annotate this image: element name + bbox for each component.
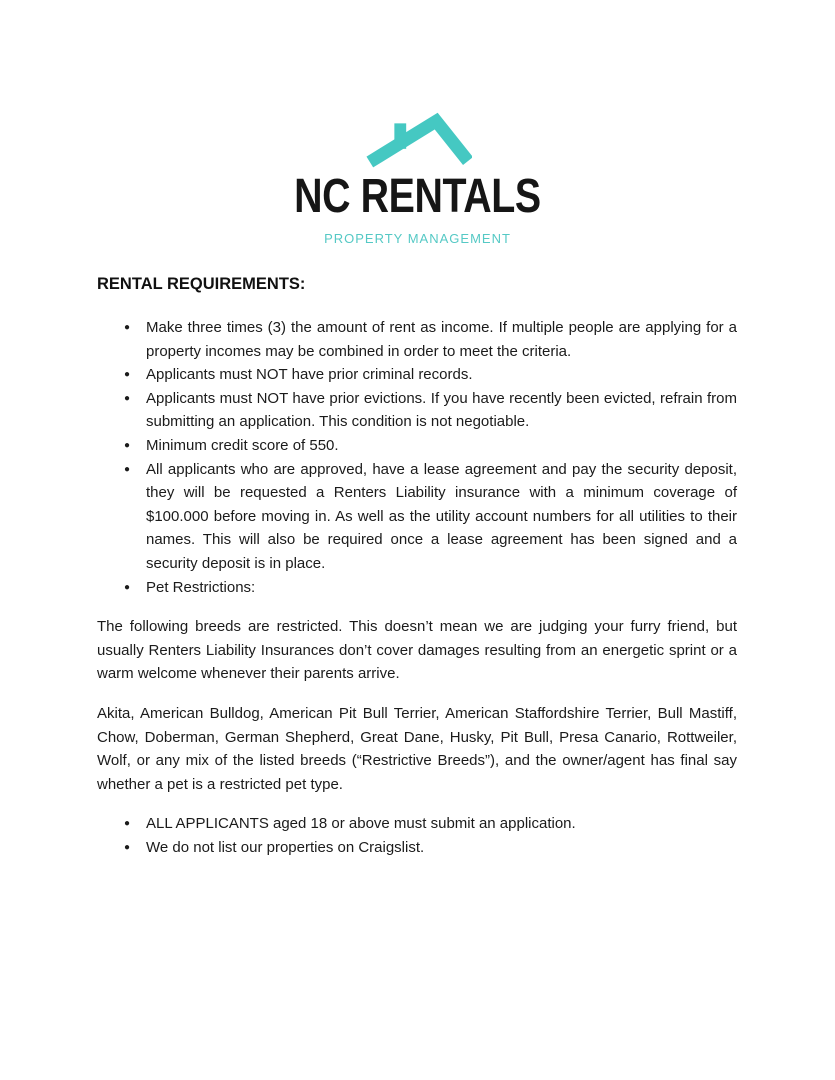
requirements-list <box>97 316 737 599</box>
requirement-item: ● Applicants must NOT have prior evictions. If you have recently been evicted, refrain from submitting an application. This condition is not negotiable. <box>146 387 737 434</box>
house-roof-icon <box>364 112 472 172</box>
restricted-breeds-list-paragraph: Akita, American Bulldog, American Pit Bull Terrier, American Staffordshire Terrier, Bull Mastiff, Chow, Doberman, German Shepherd, Great Dane, Husky, Pit Bull, Presa Canario, Rottweiler, Wolf, or any mix of the listed breeds (“Restrictive Breeds”), and the owner/agent has final say whether a pet is a restricted pet type. <box>97 704 737 793</box>
requirement-item: ● Pet Restrictions: <box>146 576 737 600</box>
logo-name-row <box>0 170 835 229</box>
note-item: ● We do not list our properties on Craigslist. <box>146 836 737 860</box>
requirement-item: ● Minimum credit score of 550. <box>146 434 737 458</box>
logo-name: NC RENTALS <box>294 170 541 223</box>
notes-list <box>97 812 737 859</box>
logo-tagline: PROPERTY MANAGEMENT <box>324 231 511 246</box>
document-body <box>0 273 835 859</box>
doc-heading: RENTAL REQUIREMENTS: <box>97 275 306 293</box>
note-item: ● ALL APPLICANTS aged 18 or above must submit an application. <box>146 812 737 836</box>
requirement-item: ● Applicants must NOT have prior criminal records. <box>146 363 737 387</box>
requirement-item: ● Make three times (3) the amount of rent as income. If multiple people are applying for a property incomes may be combined in order to meet the criteria. <box>146 316 737 363</box>
company-logo <box>0 112 835 247</box>
restricted-breeds-intro-paragraph: The following breeds are restricted. This doesn’t mean we are judging your furry friend, but usually Renters Liability Insurances don’t cover damages resulting from an energetic sprint or a warm welcome whenever their parents arrive. <box>97 618 737 683</box>
requirement-item: ● All applicants who are approved, have a lease agreement and pay the security deposit, they will be requested a Renters Liability insurance with a minimum coverage of $100.000 before moving in. As well as the utility account numbers for all utilities to their names. This will also be required once a lease agreement has been signed and a security deposit is in place. <box>146 458 737 576</box>
